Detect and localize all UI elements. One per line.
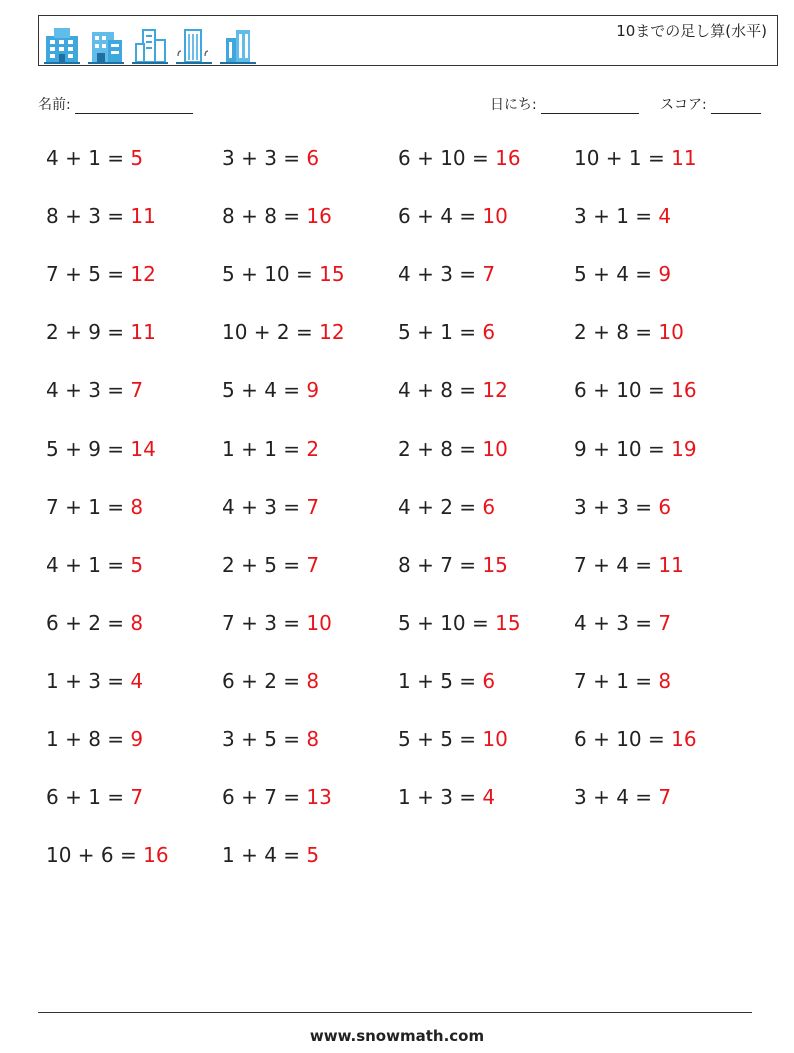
problem-answer: 16 <box>671 727 697 751</box>
problem-question: 4 + 3 = <box>46 378 131 403</box>
problem-answer: 6 <box>482 494 496 519</box>
problem-answer: 9 <box>658 262 672 287</box>
problem-answer: 4 <box>658 204 672 229</box>
problem-item <box>398 784 495 810</box>
problem-question: 4 + 3 = <box>574 610 659 635</box>
header-box <box>38 15 778 66</box>
problem-item <box>398 436 508 462</box>
building-icon <box>176 26 212 64</box>
problem-item <box>398 261 495 287</box>
problem-question: 2 + 9 = <box>46 320 131 345</box>
date-blank[interactable] <box>541 98 639 114</box>
problem-answer: 6 <box>482 320 496 345</box>
problem-item <box>574 494 671 520</box>
problem-question: 1 + 8 = <box>46 727 131 751</box>
name-blank[interactable] <box>75 98 193 114</box>
problem-item <box>46 610 143 636</box>
problem-answer: 16 <box>495 146 521 170</box>
problem-question: 8 + 3 = <box>46 204 131 229</box>
problem-answer: 10 <box>482 436 508 461</box>
problem-item <box>222 726 319 752</box>
problem-answer: 12 <box>482 378 508 403</box>
problem-answer: 8 <box>306 668 320 693</box>
problem-question: 6 + 4 = <box>398 204 483 229</box>
problem-answer: 10 <box>482 727 508 751</box>
problem-question: 3 + 1 = <box>574 204 659 229</box>
problem-question: 2 + 8 = <box>574 320 659 345</box>
problem-question: 5 + 4 = <box>574 262 659 287</box>
problem-item <box>222 261 345 287</box>
problem-question: 4 + 3 = <box>222 494 307 519</box>
problem-answer: 7 <box>658 610 672 635</box>
problem-answer: 11 <box>671 146 697 170</box>
problem-question: 6 + 10 = <box>398 146 496 170</box>
problem-answer: 8 <box>130 610 144 635</box>
problem-item <box>222 145 319 171</box>
problem-answer: 13 <box>306 785 332 810</box>
problem-item <box>46 842 169 868</box>
date-field <box>490 94 639 114</box>
footer-url: www.snowmath.com <box>309 1027 485 1045</box>
problem-question: 3 + 3 = <box>222 146 307 170</box>
problem-answer: 8 <box>658 668 672 693</box>
problem-item <box>398 668 495 694</box>
problem-item <box>574 610 671 636</box>
problem-question: 1 + 3 = <box>398 785 483 810</box>
problem-item <box>574 261 671 287</box>
problem-item <box>222 784 332 810</box>
problem-item <box>398 203 508 229</box>
problem-question: 7 + 3 = <box>222 610 307 635</box>
problem-item <box>398 610 521 636</box>
problem-item <box>574 668 671 694</box>
problem-item <box>222 319 345 345</box>
problem-question: 1 + 3 = <box>46 668 131 693</box>
problem-question: 4 + 8 = <box>398 378 483 403</box>
problem-question: 9 + 10 = <box>574 436 672 461</box>
problem-question: 8 + 8 = <box>222 204 307 229</box>
problem-question: 1 + 4 = <box>222 843 307 868</box>
problem-question: 6 + 1 = <box>46 785 131 810</box>
problem-item <box>398 145 521 171</box>
problem-answer: 8 <box>130 494 144 519</box>
problem-item <box>398 494 495 520</box>
problem-answer: 11 <box>130 204 156 229</box>
date-label: 日にち: <box>490 97 537 113</box>
problem-answer: 15 <box>482 552 508 577</box>
problem-answer: 4 <box>130 668 144 693</box>
problem-question: 5 + 9 = <box>46 436 131 461</box>
problem-answer: 10 <box>306 610 332 635</box>
problem-item <box>574 436 697 462</box>
problem-item <box>46 726 143 752</box>
problem-item <box>46 784 143 810</box>
problem-item <box>574 726 697 752</box>
problem-item <box>222 203 332 229</box>
problem-answer: 15 <box>495 610 521 635</box>
name-field <box>38 94 193 114</box>
problem-answer: 9 <box>130 727 144 751</box>
problem-question: 8 + 7 = <box>398 552 483 577</box>
problem-item <box>46 203 156 229</box>
problem-answer: 7 <box>130 378 144 403</box>
problem-item <box>222 668 319 694</box>
problem-answer: 7 <box>130 785 144 810</box>
building-icon <box>88 26 124 64</box>
problem-answer: 6 <box>482 668 496 693</box>
score-blank[interactable] <box>711 98 761 114</box>
problem-answer: 16 <box>671 378 697 403</box>
problem-question: 4 + 3 = <box>398 262 483 287</box>
problem-question: 3 + 4 = <box>574 785 659 810</box>
problem-answer: 7 <box>306 552 320 577</box>
problem-answer: 16 <box>143 843 169 868</box>
problem-item <box>398 377 508 403</box>
problem-item <box>46 319 156 345</box>
problem-answer: 6 <box>658 494 672 519</box>
problem-answer: 12 <box>130 262 156 287</box>
problem-question: 7 + 1 = <box>574 668 659 693</box>
problem-item <box>574 784 671 810</box>
problem-question: 10 + 1 = <box>574 146 672 170</box>
score-field <box>660 94 761 114</box>
problem-item <box>574 377 697 403</box>
problem-answer: 7 <box>482 262 496 287</box>
problem-question: 1 + 1 = <box>222 436 307 461</box>
problem-answer: 5 <box>130 146 144 170</box>
problem-item <box>46 145 143 171</box>
problem-question: 6 + 10 = <box>574 378 672 403</box>
problem-question: 10 + 6 = <box>46 843 144 868</box>
footer-divider <box>38 1012 752 1013</box>
building-icon <box>220 26 256 64</box>
problem-answer: 16 <box>306 204 332 229</box>
problem-question: 2 + 5 = <box>222 552 307 577</box>
problem-question: 5 + 4 = <box>222 378 307 403</box>
problem-answer: 10 <box>482 204 508 229</box>
problem-question: 4 + 2 = <box>398 494 483 519</box>
problem-question: 5 + 1 = <box>398 320 483 345</box>
problem-question: 10 + 2 = <box>222 320 320 345</box>
problem-answer: 2 <box>306 436 320 461</box>
problem-question: 1 + 5 = <box>398 668 483 693</box>
problem-answer: 11 <box>130 320 156 345</box>
problem-answer: 11 <box>658 552 684 577</box>
problem-answer: 12 <box>319 320 345 345</box>
problem-answer: 7 <box>658 785 672 810</box>
problem-question: 5 + 10 = <box>398 610 496 635</box>
problem-answer: 15 <box>319 262 345 287</box>
problem-answer: 4 <box>482 785 496 810</box>
problem-question: 4 + 1 = <box>46 146 131 170</box>
header-icons <box>44 22 256 64</box>
problem-question: 6 + 2 = <box>46 610 131 635</box>
problem-answer: 5 <box>130 552 144 577</box>
problem-item <box>222 436 319 462</box>
problem-answer: 10 <box>658 320 684 345</box>
problem-question: 7 + 1 = <box>46 494 131 519</box>
problem-answer: 19 <box>671 436 697 461</box>
problem-item <box>46 552 143 578</box>
problem-question: 6 + 10 = <box>574 727 672 751</box>
problem-item <box>46 494 143 520</box>
problem-item <box>46 377 143 403</box>
problem-item <box>222 552 319 578</box>
problem-question: 7 + 5 = <box>46 262 131 287</box>
problem-answer: 7 <box>306 494 320 519</box>
problem-question: 6 + 2 = <box>222 668 307 693</box>
problem-question: 2 + 8 = <box>398 436 483 461</box>
problem-answer: 6 <box>306 146 320 170</box>
problem-item <box>46 261 156 287</box>
problem-item <box>46 668 143 694</box>
problem-question: 5 + 5 = <box>398 727 483 751</box>
building-icon <box>132 26 168 64</box>
problem-question: 7 + 4 = <box>574 552 659 577</box>
problem-item <box>222 377 319 403</box>
problem-question: 3 + 3 = <box>574 494 659 519</box>
name-label: 名前: <box>38 97 71 113</box>
problem-item <box>222 494 319 520</box>
problem-question: 4 + 1 = <box>46 552 131 577</box>
problem-question: 3 + 5 = <box>222 727 307 751</box>
problem-item <box>574 552 684 578</box>
problem-answer: 14 <box>130 436 156 461</box>
score-label: スコア: <box>660 97 707 113</box>
problem-answer: 8 <box>306 727 320 751</box>
problem-item <box>398 726 508 752</box>
problem-item <box>398 319 495 345</box>
problem-answer: 9 <box>306 378 320 403</box>
problem-item <box>574 145 697 171</box>
worksheet-title: 10までの足し算(水平) <box>616 22 767 40</box>
problem-item <box>222 610 332 636</box>
problem-item <box>398 552 508 578</box>
problem-item <box>574 319 684 345</box>
building-icon <box>44 26 80 64</box>
problem-item <box>222 842 319 868</box>
problem-item <box>574 203 671 229</box>
problem-question: 5 + 10 = <box>222 262 320 287</box>
problem-answer: 5 <box>306 843 320 868</box>
problem-question: 6 + 7 = <box>222 785 307 810</box>
problem-item <box>46 436 156 462</box>
